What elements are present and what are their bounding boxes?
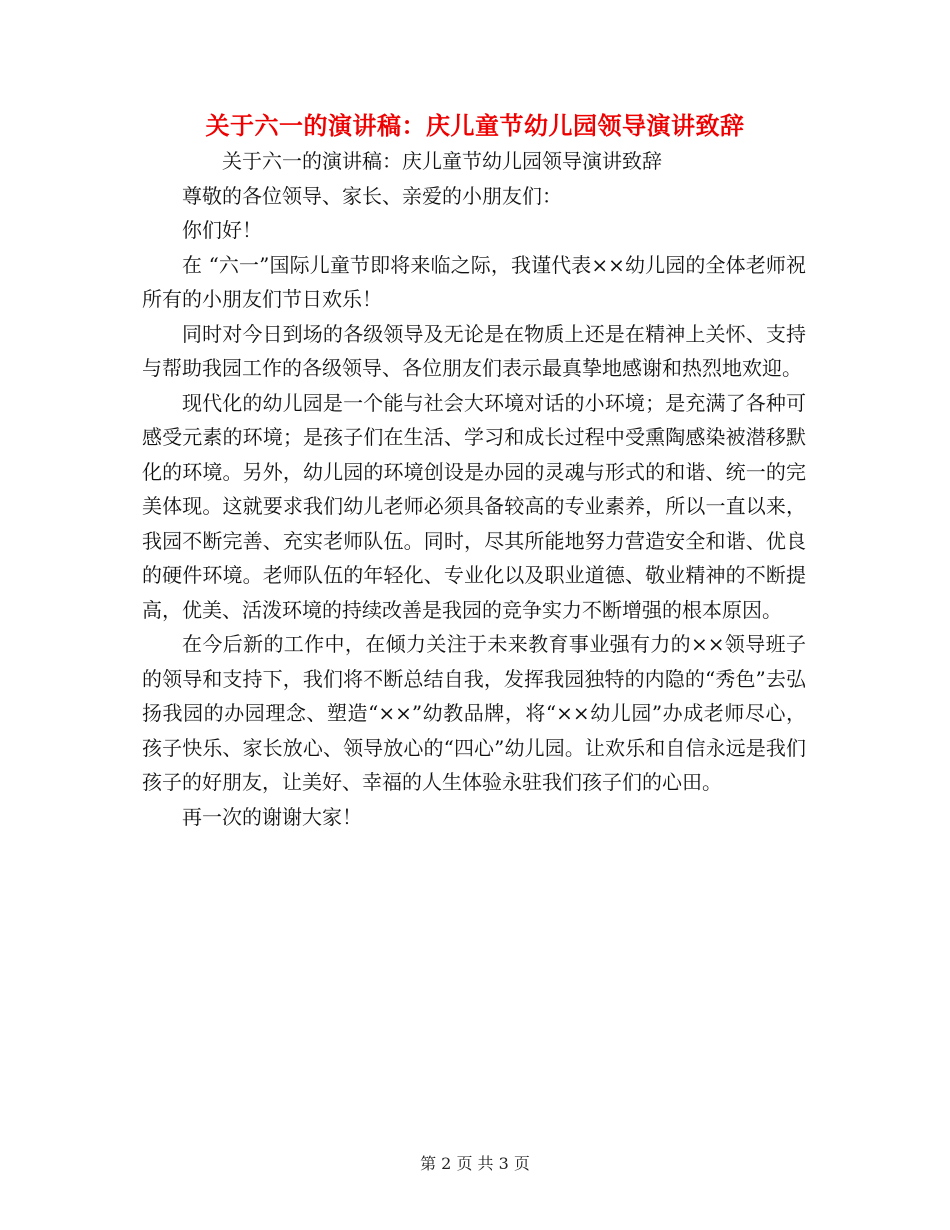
body-paragraph: 现代化的幼儿园是一个能与社会大环境对话的小环境；是充满了各种可感受元素的环境；是孩子们在生活、学习和成长过程中受熏陶感染被潜移默化的环境。另外，幼儿园的环境创设是办园的灵魂与形式的和谐、统一的完美体现。这就要求我们幼儿老师必须具备较高的专业素养，所以一直以来，我园不断完善、充实老师队伍。同时，尽其所能地努力营造安全和谐、优良的硬件环境。老师队伍的年轻化、专业化以及职业道德、敬业精神的不断提高，优美、活泼环境的持续改善是我园的竞争实力不断增强的根本原因。 [142,390,806,622]
salutation: 尊敬的各位领导、家长、亲爱的小朋友们： [182,183,562,208]
closing-line: 再一次的谢谢大家！ [182,804,362,829]
document-title: 关于六一的演讲稿：庆儿童节幼儿园领导演讲致辞 [205,111,745,140]
document-subtitle: 关于六一的演讲稿：庆儿童节幼儿园领导演讲致辞 [222,149,662,173]
document-body [142,144,806,834]
greeting: 你们好！ [182,218,262,242]
body-paragraph: 在今后新的工作中，在倾力关注于未来教育事业强有力的××领导班子的领导和支持下，我们将不断总结自我，发挥我园独特的内隐的“秀色”去弘扬我园的办园理念、塑造“××”幼教品牌，将“××幼儿园”办成老师尽心，孩子快乐、家长放心、领导放心的“四心”幼儿园。让欢乐和自信永远是我们孩子的好朋友，让美好、幸福的人生体验永驻我们孩子们的心田。 [142,632,806,794]
page-number-footer: 第 2 页 共 3 页 [420,1154,530,1173]
body-paragraph: 同时对今日到场的各级领导及无论是在物质上还是在精神上关怀、支持与帮助我园工作的各级领导、各位朋友们表示最真挚地感谢和热烈地欢迎。 [142,321,806,380]
body-paragraph: 在 “六一”国际儿童节即将来临之际，我谨代表××幼儿园的全体老师祝所有的小朋友们节日欢乐！ [142,252,806,311]
